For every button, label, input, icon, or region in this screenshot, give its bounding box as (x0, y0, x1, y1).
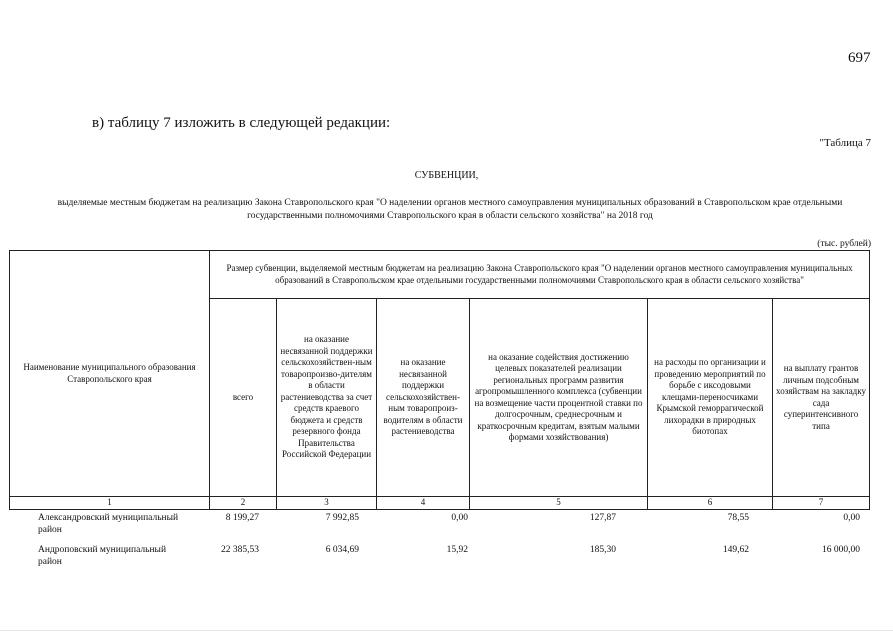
subsidy-table-header (9, 250, 870, 510)
document-subtitle: выделяемые местным бюджетам на реализацию Закона Ставропольского края "О наделении органов местного самоуправления муниципальных образований в Ставропольском крае отдельными государственными полномочиями Ставропольского края в области сельского хозяйства" на 2018 год (57, 198, 843, 221)
cell-total: 22 385,53 (221, 545, 259, 555)
cell-garden-grants: 16 000,00 (822, 545, 860, 555)
header-municipality-name: Наименование муниципального образования Ставропольского края (10, 251, 210, 497)
column-number: 5 (470, 497, 648, 510)
header-col-garden-grants: на выплату грантов личным подсобным хозяйствам на закладку сада суперинтенсивного типа (773, 299, 870, 497)
cell-tick-control: 78,55 (727, 513, 749, 523)
intro-text: в) таблицу 7 изложить в следующей редакции: (92, 115, 391, 131)
table-label: "Таблица 7 (819, 137, 871, 149)
cell-total: 8 199,27 (225, 513, 259, 523)
column-number: 3 (277, 497, 377, 510)
header-col-crop-support-reserve: на оказание несвязанной поддержки сельскохозяйствен-ным товаропроизво-дителям в области растениеводства за счет средств краевого бюджета и средств резервного фонда Правительства Российской Федерации (277, 299, 377, 497)
column-number: 4 (377, 497, 470, 510)
header-col-total: всего (210, 299, 277, 497)
cell-crop-support-reserve: 6 034,69 (325, 545, 359, 555)
row-municipality-name: Андроповский муниципальный район (38, 545, 167, 567)
header-col-tick-control: на расходы по организации и проведению мероприятий по борьбе с иксодовыми клещами-переносчиками Крымской геморрагической лихорадки в природных биотопах (648, 299, 773, 497)
column-number: 1 (10, 497, 210, 510)
header-col-crop-support: на оказание несвязанной поддержки сельскохозяйствен-ным товаропроиз-водителям в области растениеводства (377, 299, 470, 497)
header-col-agro-program-credit: на оказание содействия достижению целевых показателей реализации региональных программ развития агропромышленного комплекса (субвенции на возмещение части процентной ставки по долгосрочным, среднесрочным и краткосрочным кредитам, взятым малыми формами хозяйствования) (470, 299, 648, 497)
scan-artifact-line (0, 630, 893, 631)
cell-agro-program-credit: 127,87 (589, 513, 616, 523)
row-municipality-name: Александровский муниципальный район (38, 513, 179, 535)
column-number: 2 (210, 497, 277, 510)
units-label: (тыс. рублей) (817, 239, 871, 249)
cell-garden-grants: 0,00 (843, 513, 860, 523)
page-number: 697 (848, 50, 871, 66)
document-heading: СУБВЕНЦИИ, (414, 170, 479, 181)
cell-tick-control: 149,62 (722, 545, 749, 555)
cell-agro-program-credit: 185,30 (589, 545, 616, 555)
cell-crop-support: 0,00 (451, 513, 468, 523)
cell-crop-support: 15,92 (446, 545, 468, 555)
column-number: 7 (773, 497, 870, 510)
column-number: 6 (648, 497, 773, 510)
header-group-subsidy: Размер субвенции, выделяемой местным бюджетам на реализацию Закона Ставропольского края "О наделении органов местного самоуправления муниципальных образований в Ставропольском крае отдельными государственными полномочиями Ставропольского края в области сельского хозяйства" (210, 251, 870, 299)
cell-crop-support-reserve: 7 992,85 (325, 513, 359, 523)
